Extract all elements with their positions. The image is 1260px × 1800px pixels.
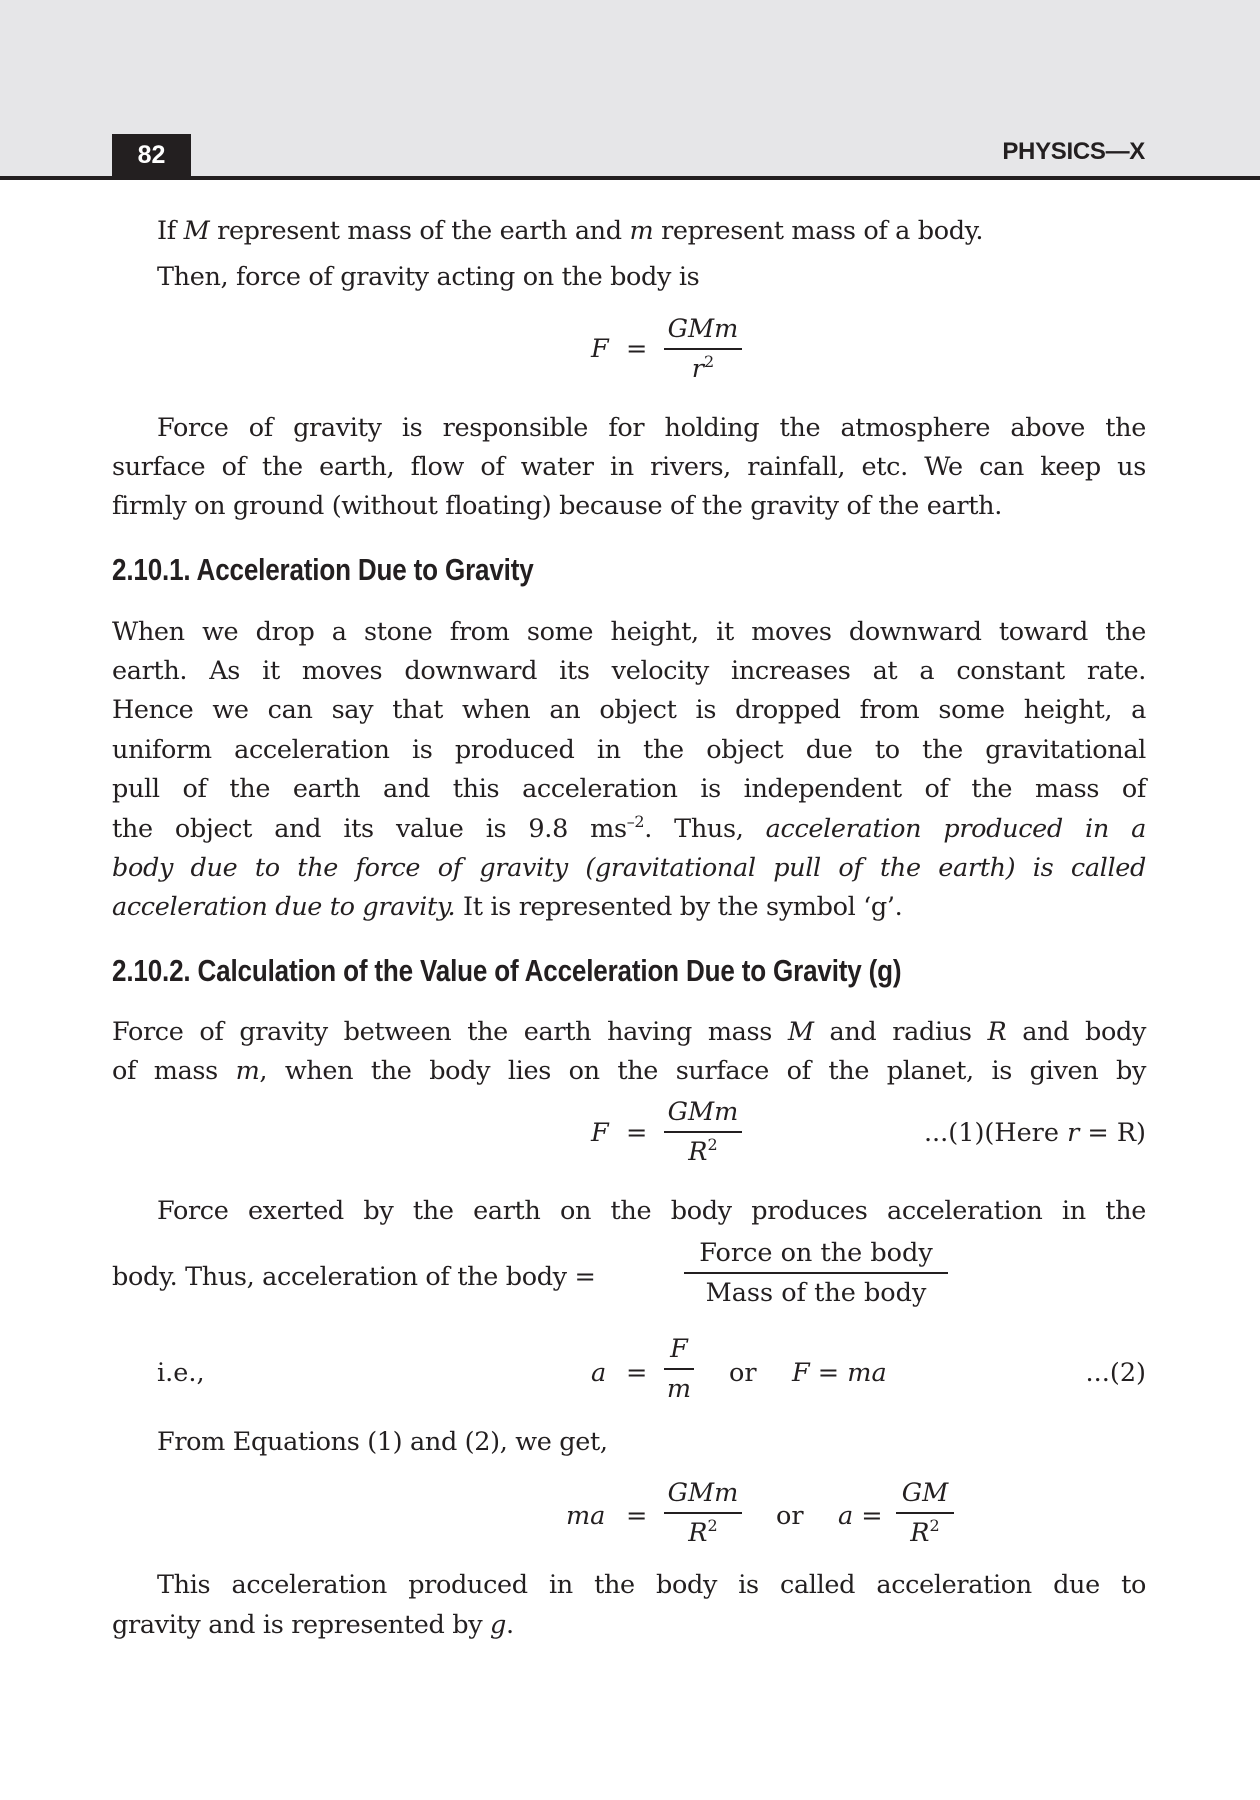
para1-line-1: Force of gravity is responsible for holding the atmosphere above the [157, 413, 1146, 443]
s2-line-6: This acceleration produced in the body is called acceleration due to [157, 1570, 1146, 1600]
s2-line-4: body. Thus, acceleration of the body = [112, 1262, 596, 1292]
intro-line-2: Then, force of gravity acting on the body is [157, 262, 700, 292]
s2-line-1: Force of gravity between the earth having mass M and radius R and body [112, 1017, 1147, 1047]
s2-line-3: Force exerted by the earth on the body produces acceleration in the [157, 1196, 1146, 1226]
running-title: PHYSICS—X [1002, 138, 1145, 165]
para1-line-2: surface of the earth, flow of water in rivers, rainfall, etc. We can keep us [112, 452, 1146, 482]
s1-line-7: body due to the force of gravity (gravitational pull of the earth) is called [112, 853, 1146, 883]
s1-line-5: pull of the earth and this acceleration is independent of the mass of [112, 774, 1146, 804]
equation-tag-1: ...(1)(Here r = R) [923, 1118, 1146, 1148]
fraction: GMm $R^2$ [664, 1097, 742, 1167]
section-heading-2-10-2: 2.10.2. Calculation of the Value of Acceleration Due to Gravity (g) [112, 953, 902, 988]
fraction: GMm $R^2$ [664, 1478, 742, 1548]
fraction: F m [664, 1334, 694, 1404]
s2-line-5: From Equations (1) and (2), we get, [157, 1427, 608, 1457]
s1-line-6: the object and its value is 9.8 $ms^{-2}$. Thus, acceleration produced in a [112, 812, 1146, 844]
s1-line-2: earth. As it moves downward its velocity increases at a constant rate. [112, 656, 1146, 686]
s1-line-4: uniform acceleration is produced in the object due to the gravitational [112, 735, 1146, 765]
s1-line-8: acceleration due to gravity. It is represented by the symbol ‘g’. [112, 892, 903, 922]
header-rule [0, 176, 1260, 180]
s2-line-7: gravity and is represented by g. [112, 1610, 514, 1640]
page-number: 82 [112, 134, 191, 177]
s1-line-3: Hence we can say that when an object is dropped from some height, a [112, 695, 1146, 725]
s2-line-2: of mass m, when the body lies on the surface of the planet, is given by [112, 1056, 1146, 1086]
s1-line-1: When we drop a stone from some height, it moves downward toward the [112, 617, 1146, 647]
fraction: GM $R^2$ [896, 1478, 954, 1548]
fraction: GMm $r^2$ [664, 314, 742, 384]
section-heading-2-10-1: 2.10.1. Acceleration Due to Gravity [112, 552, 534, 587]
para1-line-3: firmly on ground (without floating) because of the gravity of the earth. [112, 491, 1002, 521]
fraction-acceleration: Force on the body Mass of the body [684, 1238, 948, 1308]
intro-line-1: If M represent mass of the earth and m represent mass of a body. [157, 216, 984, 246]
